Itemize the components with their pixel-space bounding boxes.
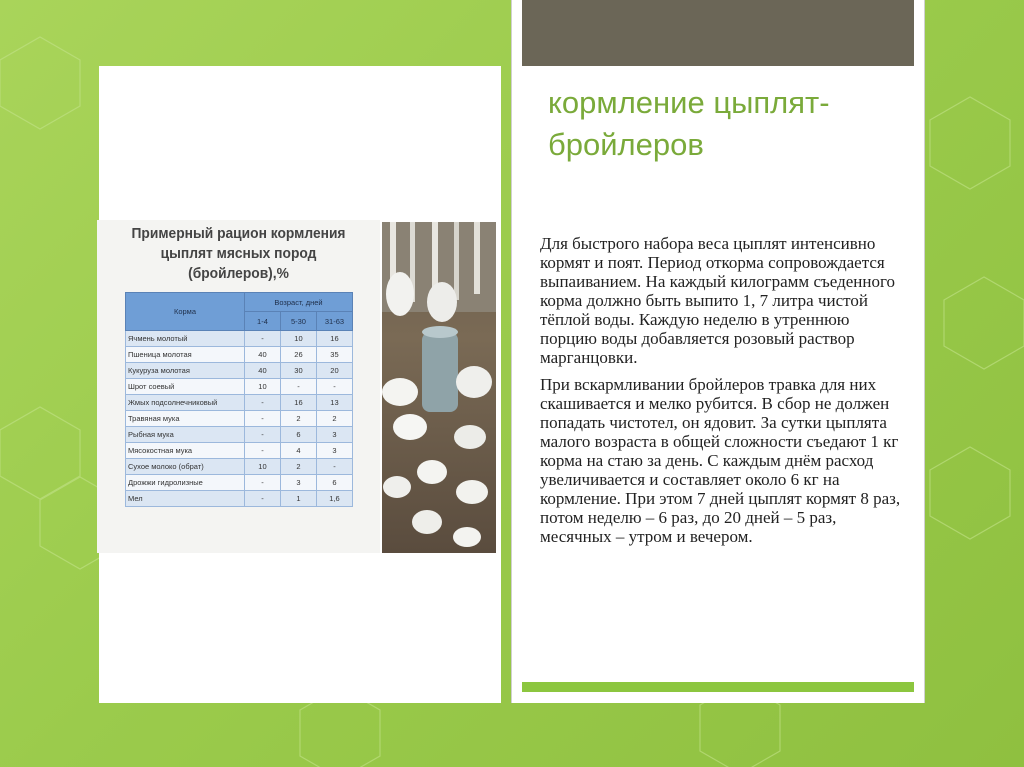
feed-name: Мел [126, 491, 245, 507]
top-accent-bar [522, 0, 914, 66]
value-cell: - [244, 331, 280, 347]
value-cell: 3 [280, 475, 316, 491]
value-cell: - [316, 459, 352, 475]
table-row [126, 379, 353, 395]
feed-name: Кукуруза молотая [126, 363, 245, 379]
value-cell: 6 [316, 475, 352, 491]
value-cell: 10 [280, 331, 316, 347]
value-cell: 16 [316, 331, 352, 347]
value-cell: 35 [316, 347, 352, 363]
table-row [126, 443, 353, 459]
value-cell: 20 [316, 363, 352, 379]
value-cell: 1,6 [316, 491, 352, 507]
bottom-accent-bar [522, 682, 914, 692]
value-cell: 2 [280, 459, 316, 475]
feed-name: Травяная мука [126, 411, 245, 427]
value-cell: 2 [316, 411, 352, 427]
header-age-col: 1-4 [244, 312, 280, 331]
body-text [540, 234, 902, 554]
value-cell: 30 [280, 363, 316, 379]
table-title: Примерный рацион кормления цыплят мясных пород (бройлеров),% [131, 225, 346, 282]
value-cell: - [316, 379, 352, 395]
table-row [126, 411, 353, 427]
table-row [126, 363, 353, 379]
header-age: Возраст, дней [244, 293, 352, 312]
value-cell: 6 [280, 427, 316, 443]
value-cell: - [244, 427, 280, 443]
feed-name: Пшеница молотая [126, 347, 245, 363]
header-age-col: 5-30 [280, 312, 316, 331]
value-cell: 4 [280, 443, 316, 459]
feed-name: Сухое молоко (обрат) [126, 459, 245, 475]
value-cell: 1 [280, 491, 316, 507]
value-cell: 10 [244, 379, 280, 395]
feed-ration-table [125, 292, 353, 507]
chickens-photo [382, 222, 496, 553]
feed-name: Шрот соевый [126, 379, 245, 395]
table-row [126, 331, 353, 347]
value-cell: 40 [244, 347, 280, 363]
slide-title: кормление цыплят-бройлеров [548, 85, 830, 162]
value-cell: 26 [280, 347, 316, 363]
value-cell: - [244, 443, 280, 459]
chickens-illustration [382, 222, 496, 553]
value-cell: 3 [316, 427, 352, 443]
table-row [126, 459, 353, 475]
value-cell: 3 [316, 443, 352, 459]
feed-name: Жмых подсолнечниковый [126, 395, 245, 411]
value-cell: - [244, 491, 280, 507]
feed-name: Дрожжи гидролизные [126, 475, 245, 491]
value-cell: 2 [280, 411, 316, 427]
paragraph: Для быстрого набора веса цыплят интенсивно кормят и поят. Период откорма сопровождается выпаиванием. На каждый килограмм съеденного корма должно быть выпито 1, 7 литра чистой тёплой воды. Каждую неделю в утреннюю порцию воды добавляется розовый раствор марганцовки. [540, 234, 896, 367]
header-feed: Корма [126, 293, 245, 331]
table-row [126, 347, 353, 363]
value-cell: 13 [316, 395, 352, 411]
table-row [126, 427, 353, 443]
paragraph: При вскармливании бройлеров травка для них скашивается и мелко рубится. В сбор не должен попадать чистотел, он ядовит. За сутки цыплята малого возраста в общей сложности съедают 1 кг корма на стаю за день. С каждым днём расход увеличивается и составляет около 6 кг на кормление. При этом 7 дней цыплят кормят 8 раз, потом неделю – 6 раз, до 20 дней – 5 раз, месячных – утром и вечером. [540, 375, 901, 546]
value-cell: 40 [244, 363, 280, 379]
value-cell: - [244, 475, 280, 491]
table-row [126, 475, 353, 491]
feed-name: Мясокостная мука [126, 443, 245, 459]
header-age-col: 31-63 [316, 312, 352, 331]
value-cell: 16 [280, 395, 316, 411]
value-cell: 10 [244, 459, 280, 475]
table-row [126, 395, 353, 411]
value-cell: - [280, 379, 316, 395]
value-cell: - [244, 395, 280, 411]
value-cell: - [244, 411, 280, 427]
feed-ration-table-image [97, 220, 380, 553]
feed-name: Ячмень молотый [126, 331, 245, 347]
table-row [126, 491, 353, 507]
feed-name: Рыбная мука [126, 427, 245, 443]
